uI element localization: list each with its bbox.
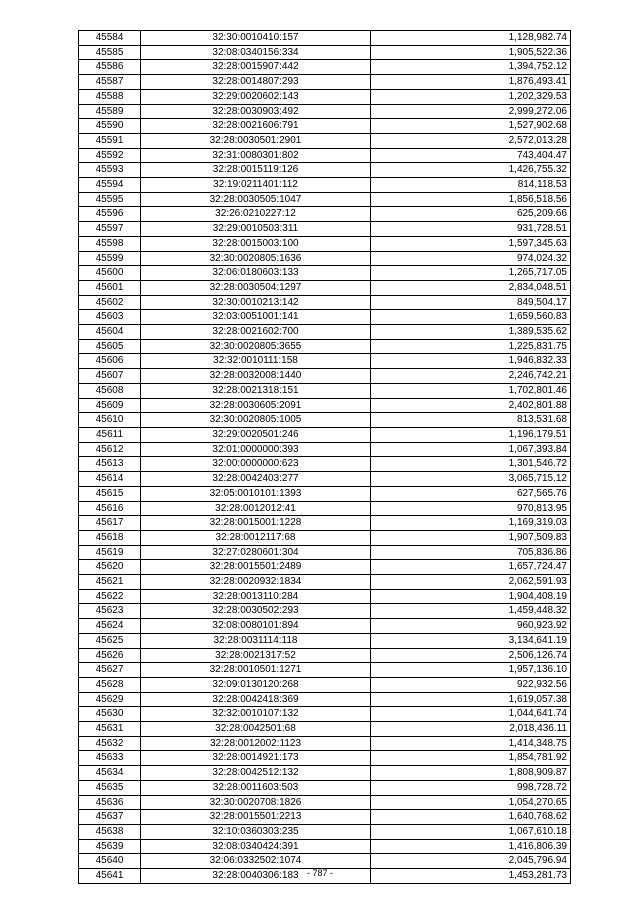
amount-cell: 1,389,535.62 [371, 325, 571, 340]
cadastral-number-cell: 32:29:0010503:311 [141, 222, 371, 237]
table-row [79, 648, 571, 663]
table-row [79, 236, 571, 251]
amount-cell: 922,932.56 [371, 677, 571, 692]
record-id-cell: 45597 [79, 222, 141, 237]
amount-cell: 2,506,126.74 [371, 648, 571, 663]
cadastral-number-cell: 32:30:0020805:1636 [141, 251, 371, 266]
amount-cell: 3,134,641.19 [371, 633, 571, 648]
amount-cell: 2,999,272.06 [371, 104, 571, 119]
cadastral-number-cell: 32:32:0010111:158 [141, 354, 371, 369]
record-id-cell: 45629 [79, 692, 141, 707]
record-id-cell: 45636 [79, 795, 141, 810]
amount-cell: 743,404.47 [371, 148, 571, 163]
cadastral-number-cell: 32:28:0030605:2091 [141, 398, 371, 413]
table-row [79, 325, 571, 340]
cadastral-number-cell: 32:28:0021606:791 [141, 119, 371, 134]
record-id-cell: 45610 [79, 413, 141, 428]
cadastral-number-cell: 32:19:0211401:112 [141, 178, 371, 193]
table-row [79, 354, 571, 369]
amount-cell: 1,876,493.41 [371, 75, 571, 90]
table-row [79, 104, 571, 119]
record-id-cell: 45635 [79, 780, 141, 795]
cadastral-number-cell: 32:28:0014921:173 [141, 751, 371, 766]
record-id-cell: 45631 [79, 722, 141, 737]
cadastral-number-cell: 32:28:0042501:68 [141, 722, 371, 737]
table-row [79, 663, 571, 678]
record-id-cell: 45620 [79, 560, 141, 575]
record-id-cell: 45633 [79, 751, 141, 766]
amount-cell: 1,394,752.12 [371, 60, 571, 75]
record-id-cell: 45599 [79, 251, 141, 266]
cadastral-number-cell: 32:28:0032008:1440 [141, 369, 371, 384]
table-row [79, 486, 571, 501]
amount-cell: 1,659,560.83 [371, 310, 571, 325]
record-id-cell: 45614 [79, 472, 141, 487]
cadastral-number-cell: 32:28:0030504:1297 [141, 280, 371, 295]
cadastral-number-cell: 32:03:0051001:141 [141, 310, 371, 325]
amount-cell: 1,044,641.74 [371, 707, 571, 722]
amount-cell: 1,905,522.36 [371, 45, 571, 60]
cadastral-number-cell: 32:30:0010213:142 [141, 295, 371, 310]
record-id-cell: 45619 [79, 545, 141, 560]
record-id-cell: 45601 [79, 280, 141, 295]
amount-cell: 974,024.32 [371, 251, 571, 266]
amount-cell: 3,065,715.12 [371, 472, 571, 487]
record-id-cell: 45608 [79, 383, 141, 398]
cadastral-number-cell: 32:28:0042418:369 [141, 692, 371, 707]
table-row [79, 207, 571, 222]
amount-cell: 1,067,610.18 [371, 824, 571, 839]
amount-cell: 1,067,393.84 [371, 442, 571, 457]
table-row [79, 575, 571, 590]
cadastral-number-cell: 32:28:0010501:1271 [141, 663, 371, 678]
record-id-cell: 45637 [79, 810, 141, 825]
cadastral-number-cell: 32:29:0020501:246 [141, 427, 371, 442]
table-row [79, 192, 571, 207]
table-row [79, 163, 571, 178]
amount-cell: 1,957,136.10 [371, 663, 571, 678]
amount-cell: 625,209.66 [371, 207, 571, 222]
table-row [79, 722, 571, 737]
amount-cell: 2,062,591.93 [371, 575, 571, 590]
amount-cell: 1,426,755.32 [371, 163, 571, 178]
amount-cell: 1,054,270.65 [371, 795, 571, 810]
amount-cell: 970,813.95 [371, 501, 571, 516]
record-id-cell: 45605 [79, 339, 141, 354]
record-id-cell: 45638 [79, 824, 141, 839]
cadastral-number-cell: 32:28:0015907:442 [141, 60, 371, 75]
amount-cell: 1,202,329.53 [371, 89, 571, 104]
records-table [78, 30, 571, 884]
record-id-cell: 45617 [79, 516, 141, 531]
cadastral-number-cell: 32:28:0021318:151 [141, 383, 371, 398]
record-id-cell: 45611 [79, 427, 141, 442]
record-id-cell: 45624 [79, 619, 141, 634]
record-id-cell: 45613 [79, 457, 141, 472]
record-id-cell: 45598 [79, 236, 141, 251]
table-row [79, 560, 571, 575]
amount-cell: 1,946,832.33 [371, 354, 571, 369]
table-row [79, 780, 571, 795]
cadastral-number-cell: 32:28:0030505:1047 [141, 192, 371, 207]
record-id-cell: 45586 [79, 60, 141, 75]
amount-cell: 1,169,319.03 [371, 516, 571, 531]
record-id-cell: 45616 [79, 501, 141, 516]
amount-cell: 1,657,724.47 [371, 560, 571, 575]
record-id-cell: 45595 [79, 192, 141, 207]
cadastral-number-cell: 32:06:0180603:133 [141, 266, 371, 281]
table-row [79, 692, 571, 707]
table-row [79, 442, 571, 457]
table-row [79, 369, 571, 384]
amount-cell: 1,640,768.62 [371, 810, 571, 825]
record-id-cell: 45604 [79, 325, 141, 340]
cadastral-number-cell: 32:28:0030903:492 [141, 104, 371, 119]
record-id-cell: 45622 [79, 589, 141, 604]
record-id-cell: 45640 [79, 854, 141, 869]
record-id-cell: 45592 [79, 148, 141, 163]
record-id-cell: 45628 [79, 677, 141, 692]
record-id-cell: 45585 [79, 45, 141, 60]
amount-cell: 1,225,831.75 [371, 339, 571, 354]
record-id-cell: 45602 [79, 295, 141, 310]
amount-cell: 960,923.92 [371, 619, 571, 634]
cadastral-number-cell: 32:28:0015119:126 [141, 163, 371, 178]
cadastral-number-cell: 32:28:0014807:293 [141, 75, 371, 90]
amount-cell: 2,402,801.88 [371, 398, 571, 413]
cadastral-number-cell: 32:08:0340156:334 [141, 45, 371, 60]
table-row [79, 824, 571, 839]
table-row [79, 751, 571, 766]
table-row [79, 45, 571, 60]
table-row [79, 795, 571, 810]
amount-cell: 931,728.51 [371, 222, 571, 237]
cadastral-number-cell: 32:28:0042403:277 [141, 472, 371, 487]
table-row [79, 707, 571, 722]
cadastral-number-cell: 32:28:0015501:2489 [141, 560, 371, 575]
amount-cell: 1,904,408.19 [371, 589, 571, 604]
record-id-cell: 45607 [79, 369, 141, 384]
table-row [79, 398, 571, 413]
table-row [79, 31, 571, 46]
table-row [79, 516, 571, 531]
record-id-cell: 45594 [79, 178, 141, 193]
amount-cell: 705,836.86 [371, 545, 571, 560]
table-row [79, 119, 571, 134]
amount-cell: 2,834,048.51 [371, 280, 571, 295]
record-id-cell: 45626 [79, 648, 141, 663]
record-id-cell: 45603 [79, 310, 141, 325]
record-id-cell: 45584 [79, 31, 141, 46]
record-id-cell: 45623 [79, 604, 141, 619]
table-row [79, 222, 571, 237]
amount-cell: 1,907,509.83 [371, 530, 571, 545]
record-id-cell: 45627 [79, 663, 141, 678]
record-id-cell: 45589 [79, 104, 141, 119]
amount-cell: 2,045,796.94 [371, 854, 571, 869]
table-row [79, 530, 571, 545]
cadastral-number-cell: 32:28:0042512:132 [141, 766, 371, 781]
record-id-cell: 45632 [79, 736, 141, 751]
cadastral-number-cell: 32:01:0000000:393 [141, 442, 371, 457]
table-row [79, 839, 571, 854]
cadastral-number-cell: 32:28:0040306:183 [141, 869, 371, 884]
cadastral-number-cell: 32:27:0280601:304 [141, 545, 371, 560]
table-row [79, 60, 571, 75]
amount-cell: 1,265,717.05 [371, 266, 571, 281]
table-row [79, 133, 571, 148]
cadastral-number-cell: 32:31:0080301:802 [141, 148, 371, 163]
record-id-cell: 45588 [79, 89, 141, 104]
amount-cell: 814,118.53 [371, 178, 571, 193]
table-row [79, 736, 571, 751]
cadastral-number-cell: 32:28:0011603:503 [141, 780, 371, 795]
table-row [79, 766, 571, 781]
cadastral-number-cell: 32:08:0340424:391 [141, 839, 371, 854]
table-row [79, 89, 571, 104]
table-row [79, 295, 571, 310]
cadastral-number-cell: 32:28:0013110:284 [141, 589, 371, 604]
page-number: - 787 - [306, 868, 333, 878]
amount-cell: 1,854,781.92 [371, 751, 571, 766]
table-row [79, 266, 571, 281]
table-row [79, 427, 571, 442]
cadastral-number-cell: 32:28:0012117:68 [141, 530, 371, 545]
table-row [79, 854, 571, 869]
table-row [79, 339, 571, 354]
cadastral-number-cell: 32:28:0030501:2901 [141, 133, 371, 148]
record-id-cell: 45590 [79, 119, 141, 134]
cadastral-number-cell: 32:28:0030502:293 [141, 604, 371, 619]
amount-cell: 998,728.72 [371, 780, 571, 795]
record-id-cell: 45600 [79, 266, 141, 281]
cadastral-number-cell: 32:30:0020805:3655 [141, 339, 371, 354]
record-id-cell: 45615 [79, 486, 141, 501]
cadastral-number-cell: 32:32:0010107:132 [141, 707, 371, 722]
cadastral-number-cell: 32:30:0010410:157 [141, 31, 371, 46]
record-id-cell: 45591 [79, 133, 141, 148]
table-row [79, 604, 571, 619]
table-row [79, 472, 571, 487]
table-row [79, 619, 571, 634]
cadastral-number-cell: 32:28:0021317:52 [141, 648, 371, 663]
amount-cell: 2,018,436.11 [371, 722, 571, 737]
amount-cell: 1,414,348.75 [371, 736, 571, 751]
amount-cell: 1,301,546.72 [371, 457, 571, 472]
amount-cell: 1,196,179.51 [371, 427, 571, 442]
table-row [79, 280, 571, 295]
table-row [79, 251, 571, 266]
table-row [79, 75, 571, 90]
table-row [79, 677, 571, 692]
amount-cell: 1,619,057.38 [371, 692, 571, 707]
record-id-cell: 45639 [79, 839, 141, 854]
amount-cell: 627,565.76 [371, 486, 571, 501]
amount-cell: 1,459,448.32 [371, 604, 571, 619]
amount-cell: 1,416,806.39 [371, 839, 571, 854]
table-row [79, 501, 571, 516]
record-id-cell: 45606 [79, 354, 141, 369]
cadastral-number-cell: 32:26:0210227:12 [141, 207, 371, 222]
cadastral-number-cell: 32:28:0021602:700 [141, 325, 371, 340]
cadastral-number-cell: 32:10:0360303:235 [141, 824, 371, 839]
amount-cell: 849,504.17 [371, 295, 571, 310]
cadastral-number-cell: 32:28:0012012:41 [141, 501, 371, 516]
records-table-body [79, 31, 571, 884]
table-row [79, 545, 571, 560]
cadastral-number-cell: 32:28:0020932:1834 [141, 575, 371, 590]
amount-cell: 1,453,281.73 [371, 869, 571, 884]
cadastral-number-cell: 32:05:0010101:1393 [141, 486, 371, 501]
record-id-cell: 45587 [79, 75, 141, 90]
cadastral-number-cell: 32:08:0080101:894 [141, 619, 371, 634]
cadastral-number-cell: 32:28:0015001:1228 [141, 516, 371, 531]
table-row [79, 310, 571, 325]
record-id-cell: 45609 [79, 398, 141, 413]
cadastral-number-cell: 32:28:0015501:2213 [141, 810, 371, 825]
amount-cell: 1,702,801.46 [371, 383, 571, 398]
amount-cell: 1,128,982.74 [371, 31, 571, 46]
table-row [79, 383, 571, 398]
cadastral-number-cell: 32:28:0015003:100 [141, 236, 371, 251]
amount-cell: 1,597,345.63 [371, 236, 571, 251]
table-row [79, 810, 571, 825]
table-row [79, 457, 571, 472]
amount-cell: 2,246,742.21 [371, 369, 571, 384]
cadastral-number-cell: 32:09:0130120:268 [141, 677, 371, 692]
record-id-cell: 45618 [79, 530, 141, 545]
cadastral-number-cell: 32:29:0020602:143 [141, 89, 371, 104]
amount-cell: 813,531.68 [371, 413, 571, 428]
table-row [79, 633, 571, 648]
table-row [79, 413, 571, 428]
record-id-cell: 45630 [79, 707, 141, 722]
record-id-cell: 45593 [79, 163, 141, 178]
record-id-cell: 45621 [79, 575, 141, 590]
amount-cell: 1,808,909.87 [371, 766, 571, 781]
cadastral-number-cell: 32:28:0012002:1123 [141, 736, 371, 751]
cadastral-number-cell: 32:00:0000000:623 [141, 457, 371, 472]
record-id-cell: 45625 [79, 633, 141, 648]
table-row [79, 589, 571, 604]
record-id-cell: 45641 [79, 869, 141, 884]
amount-cell: 2,572,013.28 [371, 133, 571, 148]
amount-cell: 1,856,518.56 [371, 192, 571, 207]
record-id-cell: 45634 [79, 766, 141, 781]
cadastral-number-cell: 32:30:0020805:1005 [141, 413, 371, 428]
table-row [79, 148, 571, 163]
record-id-cell: 45612 [79, 442, 141, 457]
amount-cell: 1,527,902.68 [371, 119, 571, 134]
table-row [79, 178, 571, 193]
record-id-cell: 45596 [79, 207, 141, 222]
cadastral-number-cell: 32:28:0031114:118 [141, 633, 371, 648]
cadastral-number-cell: 32:06:0332502:1074 [141, 854, 371, 869]
cadastral-number-cell: 32:30:0020708:1826 [141, 795, 371, 810]
